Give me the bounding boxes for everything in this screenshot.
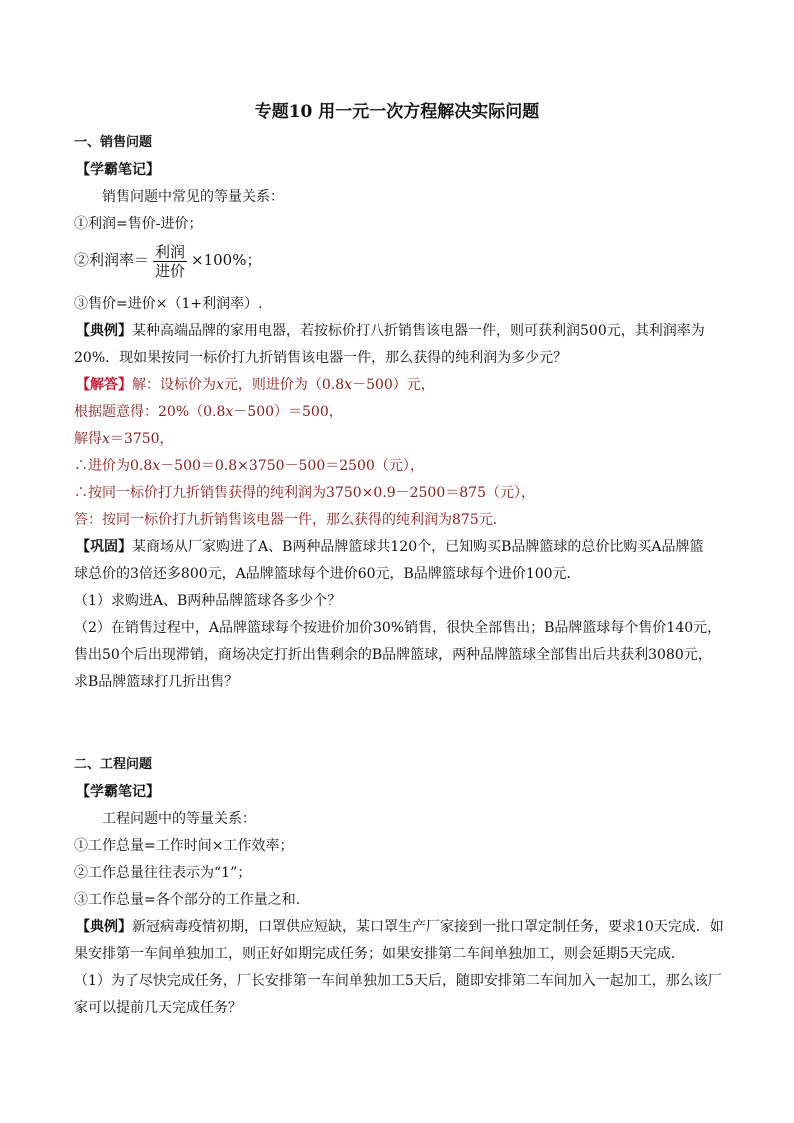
example-text <box>76 321 705 341</box>
solution-answer: 答：按同一标价打九折销售该电器一件，那么获得的纯利润为875元． <box>74 512 507 528</box>
rule-work-total: ①工作总量=工作时间×工作效率； <box>74 838 294 854</box>
profit-rate-fraction <box>153 243 187 280</box>
page-title: 专题10 用一元一次方程解决实际问题 <box>254 102 540 122</box>
variable-x: x <box>102 431 110 447</box>
notes-intro: 工程问题中的等量关系： <box>102 811 256 827</box>
example-question-1-line-2: 家可以提前几天完成任务？ <box>74 1000 242 1016</box>
solution-text: －500＝0.8×3750－500＝2500（元）， <box>160 458 424 474</box>
variable-x: x <box>225 404 234 420</box>
solution-label: 【解答】 <box>76 377 132 393</box>
practice-question-2-line-2: 售出50个后出现滞销，商场决定打折出售剩余的B品牌篮球，两种品牌篮球全部售出后共获利3080元， <box>74 647 712 663</box>
fraction-numerator: 利润 <box>155 242 186 261</box>
fraction-denominator: 进价 <box>155 261 186 280</box>
solution-line-3 <box>74 429 174 449</box>
solution-text: 根据题意得：20%（0.8 <box>74 404 226 420</box>
rule-selling-price: ③售价=进价×（1+利润率）. <box>74 296 263 312</box>
practice-line-2: 球总价的3倍还多800元，A品牌篮球每个进价60元，B品牌篮球每个进价100元． <box>74 566 581 582</box>
example-line-1: 新冠病毒疫情初期，口罩供应短缺，某口罩生产厂家接到一批口罩定制任务，要求10天完成．如 <box>132 919 724 935</box>
example-text <box>76 917 724 937</box>
rule-profit: ①利润=售价-进价； <box>74 216 203 232</box>
practice-line-1: 某商场从厂家购进了A、B两种品牌篮球共120个，已知购买B品牌篮球的总价比购买A品牌篮 <box>132 539 704 555</box>
solution-line-1 <box>76 375 435 395</box>
solution-text: －500）元， <box>352 377 435 393</box>
example-label: 【典例】 <box>76 323 132 339</box>
variable-x: x <box>152 458 161 474</box>
notes-label: 【学霸笔记】 <box>76 784 160 800</box>
example-line-2: 20%．现如果按同一标价打九折销售该电器一件，那么获得的纯利润为多少元？ <box>74 350 568 366</box>
section-heading-sales: 一、销售问题 <box>74 135 153 150</box>
section-heading-engineering: 二、工程问题 <box>74 757 153 772</box>
example-line-1: 某种高端品牌的家用电器，若按标价打八折销售该电器一件，则可获利润500元，其利润率为 <box>132 323 705 339</box>
example-line-2: 果安排第一车间单独加工，则正好如期完成任务；如果安排第二车间单独加工，则会延期5天完成． <box>74 946 685 962</box>
example-question-1-line-1: （1）为了尽快完成任务，厂长安排第一车间单独加工5天后，随即安排第二车间加入一起加工，那么该厂 <box>74 973 722 989</box>
rule-work-unit: ②工作总量往往表示为“1”； <box>74 865 252 881</box>
practice-question-1: （1）求购进A、B两种品牌篮球各多少个？ <box>74 593 342 609</box>
practice-text <box>76 537 704 557</box>
rule-work-sum: ③工作总量=各个部分的工作量之和. <box>74 892 301 908</box>
example-label: 【典例】 <box>76 919 132 935</box>
solution-text: ＝3750， <box>109 431 174 447</box>
solution-text: 元，则进价为（0.8 <box>223 377 345 393</box>
variable-x: x <box>344 377 353 393</box>
solution-text: －500）＝500， <box>233 404 343 420</box>
practice-question-2-line-3: 求B品牌篮球打几折出售？ <box>74 674 239 690</box>
variable-x: x <box>216 377 224 393</box>
solution-line-4 <box>74 456 424 476</box>
solution-text: 解得 <box>74 431 102 447</box>
solution-text: 解：设标价为 <box>132 377 216 393</box>
practice-question-2-line-1: （2）在销售过程中，A品牌篮球每个按进价加价30%销售，很快全部售出；B品牌篮球每个售价140元， <box>74 620 722 636</box>
rule-profit-rate-prefix: ②利润率＝ <box>74 251 150 269</box>
practice-label: 【巩固】 <box>76 539 132 555</box>
rule-profit-rate <box>74 241 261 281</box>
notes-label: 【学霸笔记】 <box>76 162 160 178</box>
solution-text: ∴进价为0.8 <box>74 458 153 474</box>
rule-profit-rate-suffix: ×100%； <box>191 251 262 269</box>
solution-line-5: ∴按同一标价打九折销售获得的纯利润为3750×0.9－2500＝875（元）， <box>74 485 535 501</box>
solution-line-2 <box>74 402 343 422</box>
notes-intro: 销售问题中常见的等量关系： <box>102 189 284 205</box>
